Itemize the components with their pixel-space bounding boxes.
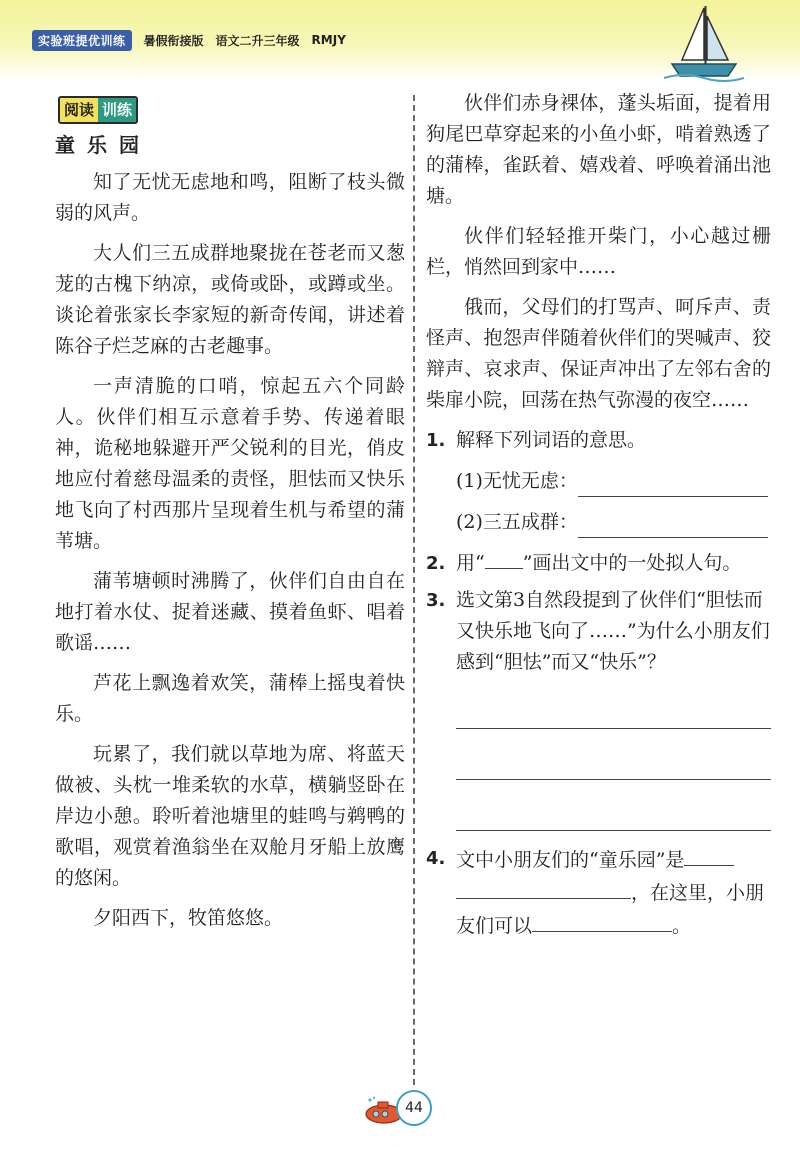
answer-line[interactable]: [456, 678, 771, 729]
paragraph: 知了无忧无虑地和鸣，阻断了枝头微弱的风声。: [55, 171, 405, 224]
paragraph: 芦花上飘逸着欢笑，蒲棒上摇曳着快乐。: [55, 672, 405, 725]
answer-blank[interactable]: [578, 515, 768, 538]
paragraph: 蒲苇塘顿时沸腾了，伙伴们自由自在地打着水仗、捉着迷藏、摸着鱼虾、唱着歌谣……: [55, 570, 405, 654]
badge-part-reading: 阅读: [60, 98, 98, 122]
answer-blank[interactable]: [456, 876, 631, 899]
answer-line[interactable]: [456, 780, 771, 831]
edition-label: 暑假衔接版: [143, 33, 204, 48]
underline-sample: [485, 550, 523, 569]
right-column: [426, 88, 771, 942]
answer-blank[interactable]: [684, 843, 734, 866]
paragraph: 伙伴们赤身裸体，蓬头垢面，提着用狗尾巴草穿起来的小鱼小虾，啃着熟透了的蒲棒，雀跃着、嬉戏着、呼唤着涌出池塘。: [426, 92, 771, 207]
question-text-wrap: [456, 843, 771, 942]
reading-practice-badge: [58, 96, 138, 124]
question-1: [426, 425, 771, 456]
question-3: [426, 585, 771, 678]
column-divider: [413, 95, 415, 1085]
question-text-mid: ，在这里，小朋友们可以: [456, 882, 765, 937]
answer-line[interactable]: [456, 729, 771, 780]
question-2: [426, 548, 771, 579]
sub-question-label: (2)三五成群：: [456, 511, 578, 533]
publisher-label: RMJY: [311, 33, 346, 47]
page-number-mark: [362, 1090, 442, 1130]
question-text-end: 。: [672, 915, 692, 937]
subject-label: 语文二升三年级: [215, 33, 300, 48]
article-title: 童乐园: [55, 133, 151, 157]
answer-blank[interactable]: [578, 474, 768, 497]
page-number: 44: [396, 1090, 432, 1126]
paragraph: 夕阳西下，牧笛悠悠。: [93, 907, 284, 929]
paragraph: 玩累了，我们就以草地为席、将蓝天做被、头枕一堆柔软的水草，横躺竖卧在岸边小憩。聆听着池塘里的蛙鸣与鹈鸭的歌唱，观赏着渔翁坐在双舱月牙船上放鹰的悠闲。: [55, 743, 405, 889]
question-number: 3.: [426, 590, 446, 611]
question-1-sub-2: [456, 507, 771, 538]
series-title: 实验班提优训练: [32, 30, 132, 51]
sub-question-label: (1)无忧无虑：: [456, 470, 578, 492]
badge-part-practice: 训练: [98, 98, 136, 122]
paragraph: 一声清脆的口哨，惊起五六个同龄人。伙伴们相互示意着手势、传递着眼神，诡秘地躲避开严父锐利的目光，俏皮地应付着慈母温柔的责怪，胆怯而又快乐地飞向了村西那片呈现着生机与希望的蒲苇塘。: [55, 375, 405, 552]
question-text-start: 用“: [456, 552, 485, 574]
question-text-start: 文中小朋友们的“童乐园”是: [456, 849, 685, 871]
question-number: 1.: [426, 430, 446, 451]
question-number: 4.: [426, 848, 446, 869]
question-4: [426, 843, 771, 942]
question-text: 解释下列词语的意思。: [456, 429, 647, 451]
left-column: [55, 130, 405, 943]
answer-blank[interactable]: [532, 909, 672, 932]
paragraph: 伙伴们轻轻推开柴门，小心越过栅栏，悄然回到家中……: [426, 225, 771, 278]
page-header: [32, 29, 346, 51]
question-number: 2.: [426, 553, 446, 574]
question-text-wrap: [456, 548, 771, 579]
paragraph: 俄而，父母们的打骂声、呵斥声、责怪声、抱怨声伴随着伙伴们的哭喊声、狡辩声、哀求声、保证声冲出了左邻右舍的柴扉小院，回荡在热气弥漫的夜空……: [426, 296, 771, 411]
question-1-sub-1: [456, 466, 771, 497]
question-text: 选文第3自然段提到了伙伴们“胆怯而又快乐地飞向了……”为什么小朋友们感到“胆怯”而又“快乐”？: [456, 589, 770, 673]
sailboat-icon: [664, 2, 744, 82]
paragraph: 大人们三五成群地聚拢在苍老而又葱茏的古槐下纳凉，或倚或卧，或蹲或坐。谈论着张家长李家短的新奇传闻，讲述着陈谷子烂芝麻的古老趣事。: [55, 242, 405, 357]
question-text-end: ”画出文中的一处拟人句。: [522, 552, 742, 574]
